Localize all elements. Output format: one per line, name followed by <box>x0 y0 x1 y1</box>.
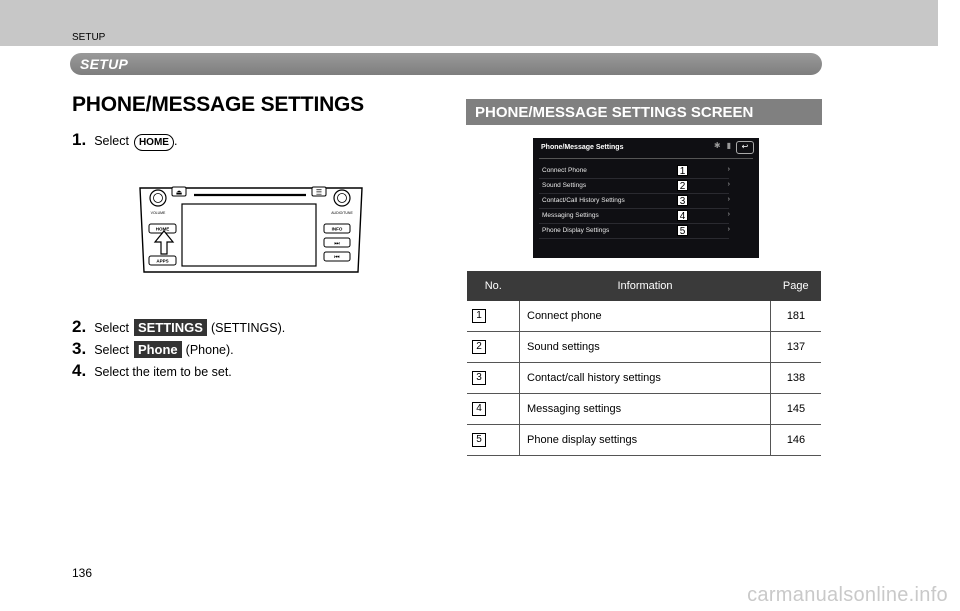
page-number: 136 <box>72 566 93 580</box>
step-number: 4. <box>72 361 87 380</box>
menu-item-label: Sound Settings <box>542 182 587 189</box>
callout-badge: 4 <box>677 210 688 221</box>
head-unit-illustration <box>136 184 366 276</box>
menu-item-phone-display-settings <box>539 224 729 239</box>
menu-item-sound-settings <box>539 179 729 194</box>
settings-key-label: SETTINGS <box>134 319 207 336</box>
row-number-cell <box>467 301 520 332</box>
step-3 <box>72 339 234 359</box>
screen-section-heading-label: PHONE/MESSAGE SETTINGS SCREEN <box>475 104 754 121</box>
table-row <box>467 332 821 363</box>
step-text-suffix: . <box>173 134 178 148</box>
table-row <box>467 363 821 394</box>
status-icons <box>714 141 731 150</box>
table-row <box>467 425 821 456</box>
callout-badge: 2 <box>677 180 688 191</box>
settings-reference-table <box>467 271 821 456</box>
home-key-label: HOME <box>134 134 174 151</box>
screen-title: Phone/Message Settings <box>541 144 624 151</box>
screen-divider <box>539 158 753 159</box>
step-1 <box>72 130 177 151</box>
callout-badge: 5 <box>677 225 688 236</box>
row-page-cell: 181 <box>771 301 822 332</box>
back-icon: ↩ <box>736 141 754 154</box>
row-number-badge: 4 <box>472 402 486 416</box>
top-header-bar <box>0 0 938 46</box>
info-button-label: INFO <box>331 226 343 232</box>
step-4 <box>72 361 232 381</box>
row-info-cell: Contact/call history settings <box>520 363 771 394</box>
phone-key-label: Phone <box>134 341 182 358</box>
column-header-page: Page <box>771 271 822 301</box>
row-number-badge: 3 <box>472 371 486 385</box>
menu-item-label: Phone Display Settings <box>542 227 610 234</box>
watermark: carmanualsonline.info <box>747 584 948 606</box>
phone-message-settings-screenshot <box>533 138 759 258</box>
volume-label: VOLUME <box>150 211 166 215</box>
row-number-badge: 2 <box>472 340 486 354</box>
eject-icon: ⏏ <box>175 188 183 197</box>
chevron-right-icon: › <box>727 226 730 233</box>
volume-knob <box>150 190 166 206</box>
head-unit-display <box>182 204 316 266</box>
step-number: 3. <box>72 339 87 358</box>
screen-section-heading <box>466 99 822 125</box>
step-text-suffix: (SETTINGS). <box>210 321 286 335</box>
row-number-badge: 5 <box>472 433 486 447</box>
seek-next-icon: ⏭ <box>334 240 340 247</box>
audio-tune-knob <box>334 190 350 206</box>
menu-icon: ☰ <box>315 188 323 197</box>
step-text: Select the item to be set. <box>94 365 232 379</box>
step-text-suffix: (Phone). <box>185 343 234 357</box>
audio-tune-label: AUDIO/TUNE <box>331 211 353 215</box>
row-number-cell <box>467 394 520 425</box>
menu-item-contact-call-history <box>539 194 729 209</box>
step-text: Select <box>94 343 129 357</box>
step-text: Select <box>94 134 129 148</box>
row-number-cell <box>467 332 520 363</box>
row-info-cell: Messaging settings <box>520 394 771 425</box>
signal-icon: ▮ <box>726 141 731 150</box>
seek-prev-icon: ⏮ <box>334 254 340 261</box>
chevron-right-icon: › <box>727 196 730 203</box>
row-number-cell <box>467 363 520 394</box>
row-page-cell: 145 <box>771 394 822 425</box>
menu-item-label: Contact/Call History Settings <box>542 197 625 204</box>
step-number: 1. <box>72 130 87 149</box>
apps-button-label: APPS <box>156 258 169 264</box>
chevron-right-icon: › <box>727 181 730 188</box>
row-info-cell: Connect phone <box>520 301 771 332</box>
row-page-cell: 138 <box>771 363 822 394</box>
chevron-right-icon: › <box>727 166 730 173</box>
table-row <box>467 301 821 332</box>
bluetooth-icon: ✱ <box>713 141 721 150</box>
callout-badge: 1 <box>677 165 688 176</box>
menu-item-connect-phone <box>539 164 729 179</box>
menu-item-label: Messaging Settings <box>542 212 599 219</box>
row-page-cell: 137 <box>771 332 822 363</box>
row-number-badge: 1 <box>472 309 486 323</box>
header-section-label: SETUP <box>72 32 106 43</box>
section-bar-label: SETUP <box>80 56 129 72</box>
column-header-no: No. <box>467 271 520 301</box>
callout-badge: 3 <box>677 195 688 206</box>
chevron-right-icon: › <box>727 211 730 218</box>
table-header-row <box>467 271 821 301</box>
row-page-cell: 146 <box>771 425 822 456</box>
row-info-cell: Sound settings <box>520 332 771 363</box>
home-button-label: HOME <box>155 226 170 232</box>
step-2 <box>72 317 285 337</box>
section-bar <box>70 53 822 75</box>
step-text: Select <box>94 321 129 335</box>
menu-item-messaging-settings <box>539 209 729 224</box>
page-title: PHONE/MESSAGE SETTINGS <box>72 93 364 116</box>
row-number-cell <box>467 425 520 456</box>
column-header-information: Information <box>520 271 771 301</box>
table-row <box>467 394 821 425</box>
step-number: 2. <box>72 317 87 336</box>
menu-item-label: Connect Phone <box>542 167 587 174</box>
row-info-cell: Phone display settings <box>520 425 771 456</box>
